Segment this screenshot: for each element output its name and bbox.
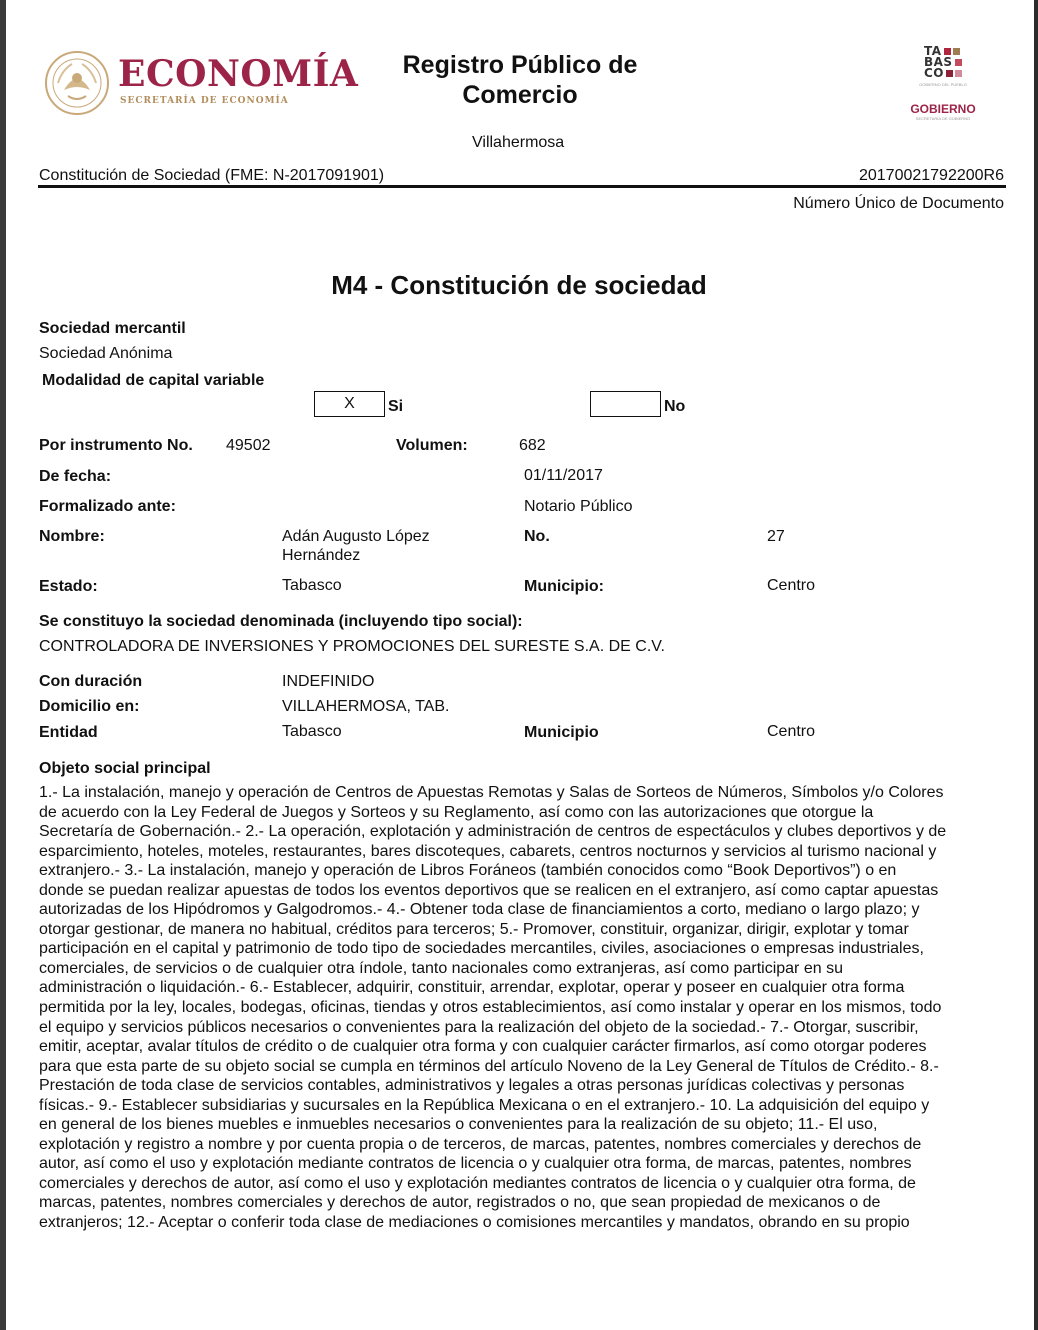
tabasco-square-icon [955, 59, 962, 66]
duracion-value: INDEFINIDO [282, 673, 375, 690]
entidad-label: Entidad [39, 724, 98, 741]
domicilio-value: VILLAHERMOSA, TAB. [282, 698, 450, 715]
tabasco-mark-line-3: CO [924, 66, 945, 80]
nombre-value-line-2: Hernández [282, 547, 361, 564]
page-left-edge [0, 0, 6, 1330]
title-line-1: Registro Público de [402, 51, 638, 79]
tabasco-tagline: GOBIERNO DEL PUEBLO [919, 82, 967, 87]
gobierno-sub-label: SECRETARÍA DE GOBIERNO [915, 116, 971, 121]
objeto-line: de acuerdo con la Ley Federal de Juegos y Sorteos y su Reglamento, así como con las autorizaciones que otorgue la [39, 803, 874, 821]
volumen-value: 682 [519, 437, 546, 454]
objeto-line: administración o liquidación.- 6.- Establecer, adquirir, constituir, arrendar, explotar, operar y poseer en cualquier otra forma [39, 979, 905, 997]
entidad-value: Tabasco [282, 723, 342, 740]
tabasco-square-icon [944, 48, 951, 55]
instrumento-value: 49502 [226, 437, 271, 454]
no-label: No [664, 398, 686, 415]
objeto-line: autor, así como el uso y explotación mediante contratos de licencia o y cualquier otra forma, de marcas, patentes, nombres [39, 1155, 912, 1173]
nombre-label: Nombre: [39, 528, 105, 545]
gobierno-label: GOBIERNO [910, 102, 976, 116]
objeto-line: emitir, aceptar, avalar títulos de crédito o de cualquier otra forma y con cualquier carácter firmarlos, así como otorgar poderes [39, 1038, 927, 1056]
objeto-line: esparcimiento, hoteles, moteles, restaurantes, bares discoteques, cabarets, centros nocturnos y servicios al turismo nacional y [39, 842, 937, 860]
instrumento-label: Por instrumento No. [39, 437, 193, 454]
title-line-2: Comercio [462, 81, 578, 109]
fecha-label: De fecha: [39, 468, 112, 485]
estado-label: Estado: [39, 578, 98, 595]
tabasco-mark [924, 46, 962, 79]
objeto-line: explotación y registro a nombre y por cuenta propia o de terceros, de marcas, patentes, nombres comerciales y derechos de [39, 1135, 922, 1153]
formalizado-value: Notario Público [524, 498, 633, 515]
economia-wordmark: ECONOMÍA [118, 53, 359, 95]
fecha-value: 01/11/2017 [524, 467, 603, 484]
objeto-line: Secretaría de Gobernación.- 2.- La operación, explotación y administración de centros de espectáculos y clubes deportivos y de [39, 823, 947, 841]
duracion-label: Con duración [39, 673, 143, 690]
objeto-line: el equipo y servicios públicos necesarios o convenientes para la realización del objeto de la sociedad.- 7.- Otorgar, suscribir, [39, 1018, 919, 1036]
objeto-line: otorgar gestionar, de manera no habitual, créditos para terceros; 5.- Promover, constituir, organizar, dirigir, explotar y tomar [39, 920, 909, 938]
notario-no-label: No. [524, 528, 550, 545]
economia-subtitle: SECRETARÍA DE ECONOMÍA [120, 96, 289, 106]
municipio-label: Municipio: [524, 578, 604, 595]
objeto-line: Prestación de toda clase de servicios contables, administrativos y legales a otras personas jurídicas colectivas y personas [39, 1077, 905, 1095]
document-number-caption: Número Único de Documento [793, 195, 1004, 212]
header-divider [38, 185, 1006, 188]
domicilio-label: Domicilio en: [39, 698, 140, 715]
objeto-line: extranjeros; 12.- Aceptar o conferir toda clase de mediaciones o comisiones mercantiles y mandatos, obrando en su propio [39, 1214, 910, 1232]
objeto-line: físicas.- 9.- Establecer subsidiarias y sucursales en la República Mexicana o en el extranjero.- 10. La adquisición del equipo y [39, 1096, 930, 1114]
modalidad-label: Modalidad de capital variable [42, 372, 265, 389]
national-seal-icon [44, 50, 110, 116]
document-number: 20170021792200R6 [858, 167, 1004, 184]
notario-no-value: 27 [767, 528, 785, 545]
formalizado-label: Formalizado ante: [39, 498, 176, 515]
volumen-label: Volumen: [396, 437, 468, 454]
si-checkbox[interactable]: X [314, 391, 385, 417]
sociedad-mercantil-label: Sociedad mercantil [39, 320, 186, 337]
objeto-line: para que esta parte de su objeto social se cumpla en términos del artículo Noveno de la Ley General de Títulos de Crédito.- 8.- [39, 1057, 939, 1075]
city-label: Villahermosa [472, 134, 565, 151]
tabasco-square-icon [955, 70, 962, 77]
tabasco-square-icon [946, 70, 953, 77]
objeto-line: comerciales y derechos de autor, así como el uso y explotación mediantes contratos de licencia o y cualquier otra forma, de [39, 1174, 916, 1192]
tabasco-square-icon [953, 48, 960, 55]
record-label: Constitución de Sociedad (FME: N-2017091901) [39, 167, 385, 184]
nombre-value-line-1: Adán Augusto López [282, 528, 430, 545]
form-title: M4 - Constitución de sociedad [331, 270, 707, 300]
objeto-line: 1.- La instalación, manejo y operación de Centros de Apuestas Remotas y Salas de Sorteos de Números, Símbolos y/o Colores [39, 784, 944, 801]
page-right-edge [1034, 0, 1038, 1330]
denominada-value: CONTROLADORA DE INVERSIONES Y PROMOCIONES DEL SURESTE S.A. DE C.V. [39, 638, 665, 655]
denominada-label: Se constituyo la sociedad denominada (incluyendo tipo social): [39, 613, 523, 630]
objeto-line: permitida por la ley, locales, bodegas, oficinas, tiendas y otros establecimientos, así como instalar y operar en los mismos, todo [39, 999, 942, 1017]
objeto-line: participación en el capital y patrimonio de todo tipo de sociedades mercantiles, civiles, asociaciones o empresas industriales, [39, 940, 924, 958]
objeto-label: Objeto social principal [39, 760, 211, 777]
municipio2-value: Centro [767, 723, 816, 740]
page-title [370, 50, 670, 110]
objeto-line: extranjero.- 3.- La instalación, manejo y operación de Libros Foráneos (también conocidos como “Book Deportivos”) o en [39, 862, 897, 880]
tabasco-logo [908, 44, 978, 124]
tabasco-mark-line-1: TA [924, 44, 942, 58]
objeto-line: marcas, patentes, nombres comerciales y derechos de autor, registrados o no, que sean propiedad de mexicanos o de [39, 1194, 881, 1212]
municipio-value: Centro [767, 577, 816, 594]
estado-value: Tabasco [282, 577, 342, 594]
sociedad-mercantil-value: Sociedad Anónima [39, 345, 173, 362]
tabasco-mark-line-2: BAS [924, 55, 953, 69]
economia-logo [44, 50, 359, 116]
objeto-line: comerciales, de servicios o de cualquier otra índole, tanto nacionales como extranjeras, así como participar en su [39, 959, 843, 977]
municipio2-label: Municipio [524, 724, 599, 741]
no-checkbox[interactable] [590, 391, 661, 417]
si-label: Si [388, 398, 404, 415]
objeto-text [39, 783, 1009, 1233]
objeto-line: donde se puedan realizar apuestas de todos los eventos deportivos que se realicen en el extranjero, así como captar apuestas [39, 881, 939, 899]
objeto-line: autorizadas de los Hipódromos y Galgodromos.- 4.- Obtener toda clase de financiamientos a corto, mediano o largo plazo; y [39, 901, 920, 919]
objeto-line: en general de los bienes muebles e inmuebles necesarios o convenientes para la realización de su objeto; 11.- El uso, [39, 1116, 878, 1134]
